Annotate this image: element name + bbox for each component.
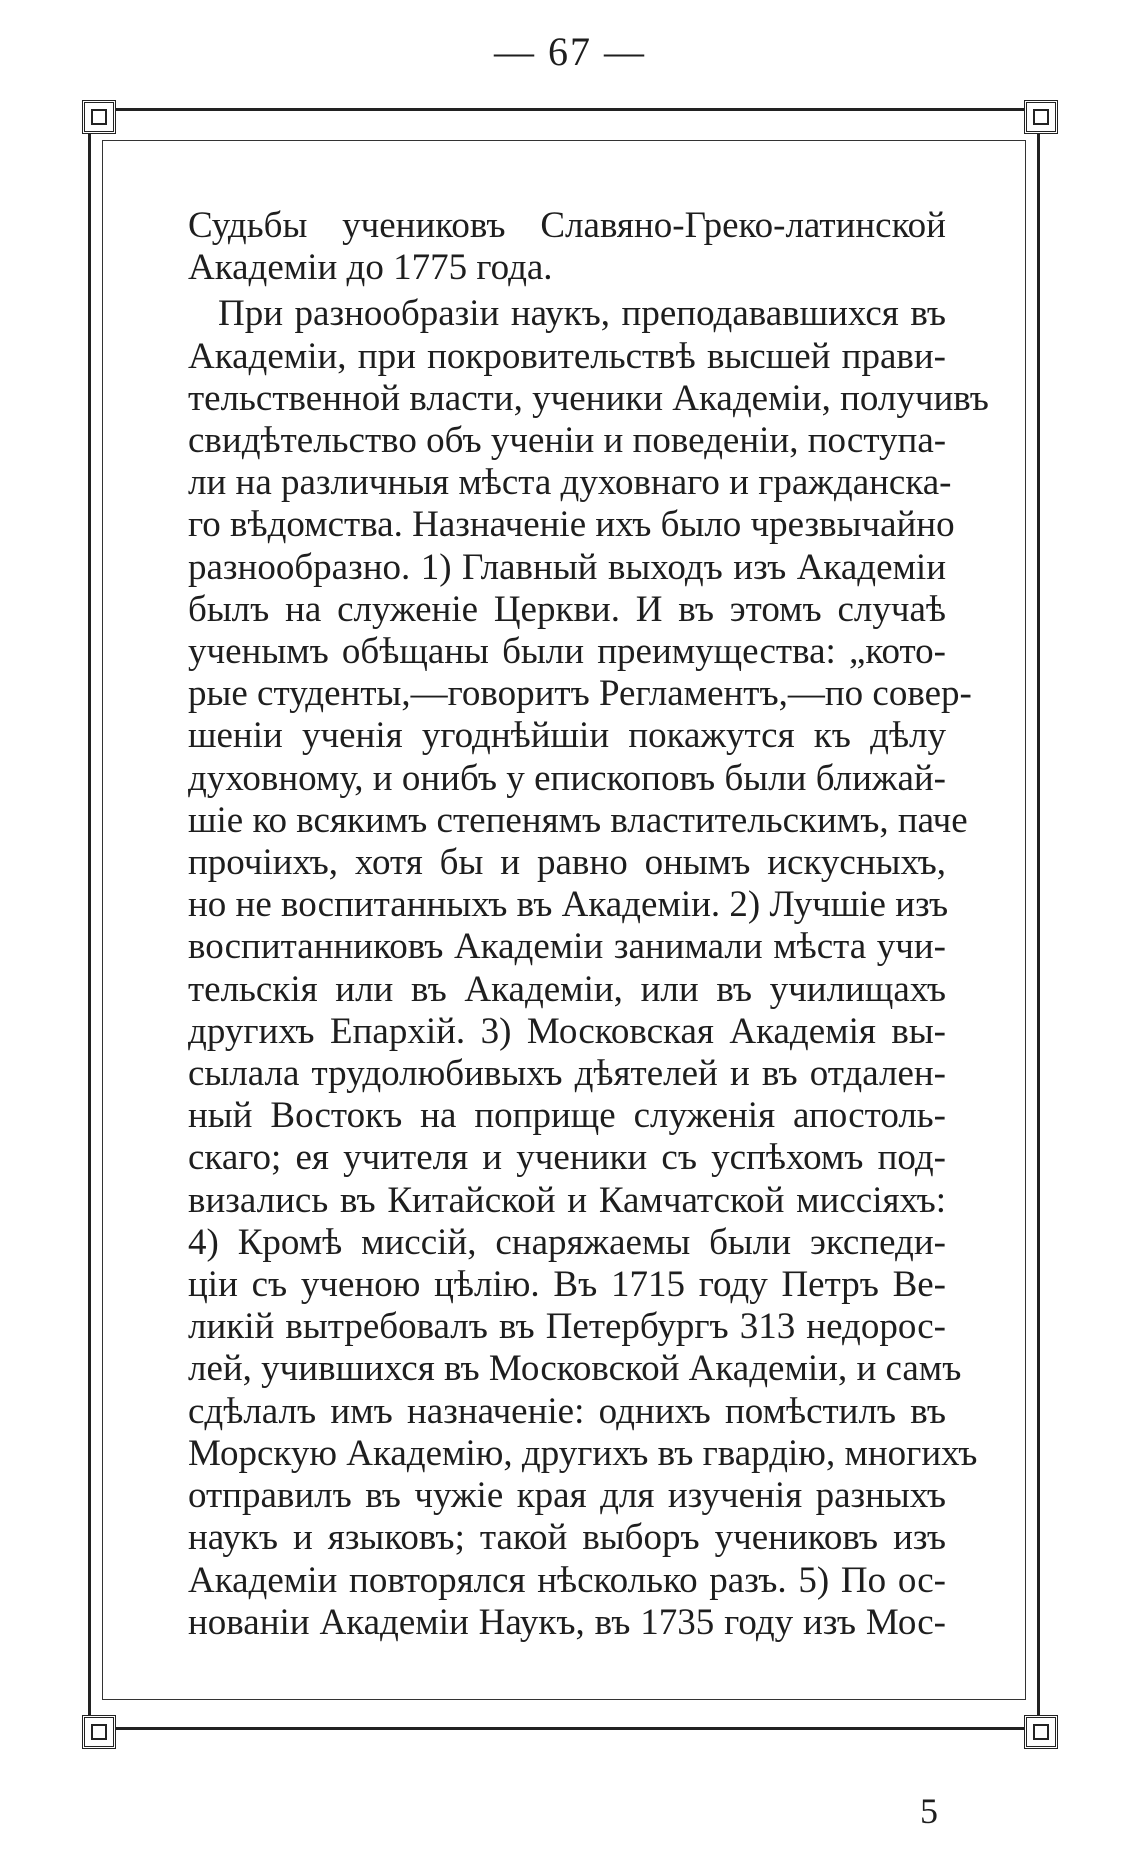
text-line: Академіи повторялся нѣсколько разъ. 5) По ос- [188, 1559, 946, 1601]
text-line: шіе ко всякимъ степенямъ властительскимъ, паче [188, 799, 968, 841]
text-line: нованіи Академіи Наукъ, въ 1735 году изъ Мос- [188, 1601, 946, 1643]
corner-ornament-icon [1024, 1715, 1058, 1749]
text-line: рые студенты,—говоритъ Регламентъ,—по совер- [188, 673, 972, 715]
signature-mark: 5 [920, 1791, 938, 1831]
text-line: сылала трудолюбивыхъ дѣятелей и въ отдален- [188, 1053, 946, 1095]
text-line: свидѣтельство объ ученіи и поведеніи, поступа- [188, 420, 947, 462]
text-line: При разнообразіи наукъ, преподававшихся въ [218, 293, 946, 335]
text-line: прочіихъ, хотя бы и равно онымъ искусныхъ, [188, 842, 946, 884]
text-line: тельственной власти, ученики Академіи, получивъ [188, 377, 989, 419]
text-line: 4) Кромѣ миссій, снаряжаемы были экспеди- [188, 1221, 946, 1263]
text-line: ученымъ обѣщаны были преимущества: „кото- [188, 631, 946, 673]
text-line: былъ на служеніе Церкви. И въ этомъ случаѣ [188, 588, 946, 630]
text-line: разнообразно. 1) Главный выходъ изъ Академіи [188, 546, 946, 588]
text-line: го вѣдомства. Назначеніе ихъ было чрезвычайно [188, 504, 955, 546]
text-line: ли на различныя мѣста духовнаго и гражданска- [188, 462, 952, 504]
title-line: Академіи до 1775 года. [188, 247, 553, 289]
text-line: воспитанниковъ Академіи занимали мѣста учи- [188, 926, 946, 968]
text-line: сдѣлалъ имъ назначеніе: однихъ помѣстилъ въ [188, 1390, 946, 1432]
text-line: шеніи ученія угоднѣйшіи покажутся къ дѣлу [188, 715, 946, 757]
text-line: ликій вытребовалъ въ Петербургъ 313 недорос- [188, 1306, 946, 1348]
text-line: тельскія или въ Академіи, или въ училищахъ [188, 968, 946, 1010]
text-line: Академіи, при покровительствѣ высшей прави- [188, 335, 946, 377]
corner-ornament-icon [1024, 100, 1058, 134]
text-line: лей, учившихся въ Московской Академіи, и самъ [188, 1348, 962, 1390]
page-number: — 67 — [494, 29, 646, 74]
text-line: Морскую Академію, другихъ въ гвардію, многихъ [188, 1432, 978, 1474]
text-line: отправилъ въ чужіе края для изученія разныхъ [188, 1475, 946, 1517]
text-line: но не воспитанныхъ въ Академіи. 2) Лучшіе изъ [188, 884, 949, 926]
text-line: скаго; ея учителя и ученики съ успѣхомъ под- [188, 1137, 946, 1179]
corner-ornament-icon [82, 100, 116, 134]
text-line: наукъ и языковъ; такой выборъ учениковъ изъ [188, 1517, 946, 1559]
page-text [188, 205, 989, 1644]
text-line: ціи съ ученою цѣлію. Въ 1715 году Петръ Ве- [188, 1264, 946, 1306]
text-line: визались въ Китайской и Камчатской миссіяхъ: [188, 1179, 946, 1221]
text-line: духовному, и онибъ у епископовъ были ближай- [188, 757, 946, 799]
title-line: Судьбы учениковъ Славяно-Греко-латинской [188, 205, 946, 246]
text-line: ный Востокъ на поприще служенія апостоль- [188, 1095, 946, 1137]
text-line: другихъ Епархій. 3) Московская Академія вы- [188, 1010, 946, 1052]
corner-ornament-icon [82, 1715, 116, 1749]
